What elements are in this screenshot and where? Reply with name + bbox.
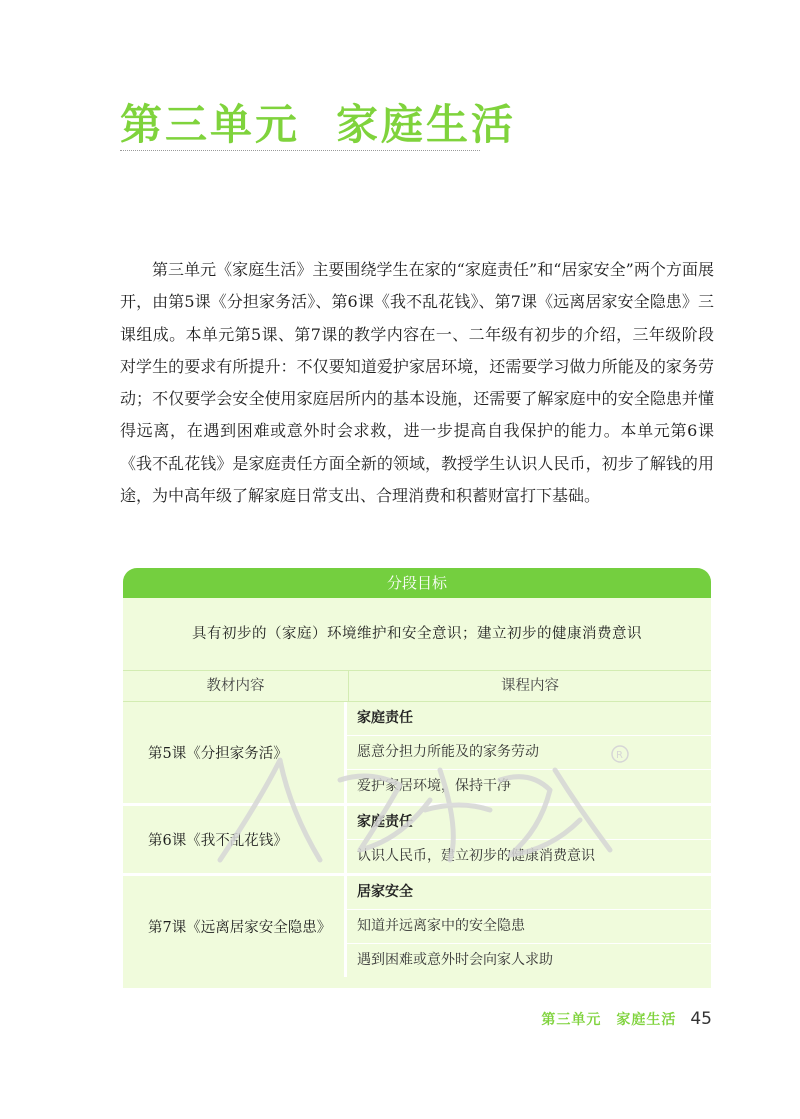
lesson-category: 家庭责任 xyxy=(347,806,711,840)
lesson-name: 第6课《我不乱花钱》 xyxy=(123,806,347,873)
lesson-row xyxy=(123,876,711,977)
lesson-item: 知道并远离家中的安全隐患 xyxy=(347,910,711,944)
page-footer xyxy=(541,1009,712,1029)
lesson-item: 遇到困难或意外时会向家人求助 xyxy=(357,952,553,968)
table-header-row xyxy=(123,671,711,702)
lesson-category: 居家安全 xyxy=(347,876,711,910)
column-header-textbook: 教材内容 xyxy=(123,671,349,701)
lesson-row xyxy=(123,806,711,876)
lesson-category: 家庭责任 xyxy=(347,702,711,736)
intro-paragraph: 第三单元《家庭生活》主要围绕学生在家的“家庭责任”和“居家安全”两个方面展开，由第5课《分担家务活》、第6课《我不乱花钱》、第7课《远离居家安全隐患》三课组成。本单元第5课、第7课的教学内容在一、二年级有初步的介绍，三年级阶段对学生的要求有所提升：不仅要知道爱护家居环境，还需要学习做力所能及的家务劳动；不仅要学会安全使用家庭居所内的基本设施，还需要了解家庭中的安全隐患并懂得远离，在遇到困难或意外时会求救，进一步提高自我保护的能力。本单元第6课《我不乱花钱》是家庭责任方面全新的领域，教授学生认识人民币，初步了解钱的用途，为中高年级了解家庭日常支出、合理消费和积蓄财富打下基础。 xyxy=(120,260,714,506)
lesson-item: 爱护家居环境，保持干净 xyxy=(357,778,511,794)
goal-text: 具有初步的（家庭）环境维护和安全意识；建立初步的健康消费意识 xyxy=(123,598,711,671)
footer-section-title: 第三单元 家庭生活 xyxy=(541,1012,677,1028)
lesson-row xyxy=(123,702,711,806)
lesson-item: 认识人民币，建立初步的健康消费意识 xyxy=(357,848,595,864)
unit-name: 家庭生活 xyxy=(336,100,517,149)
lesson-name: 第7课《远离居家安全隐患》 xyxy=(123,876,347,977)
title-divider xyxy=(120,150,480,151)
unit-title xyxy=(120,92,516,152)
page-number: 45 xyxy=(690,1009,712,1029)
column-header-course: 课程内容 xyxy=(501,678,559,694)
goal-card xyxy=(123,568,711,988)
svg-text:R: R xyxy=(616,750,623,761)
goal-header: 分段目标 xyxy=(123,568,711,598)
lesson-item: 愿意分担力所能及的家务劳动 xyxy=(347,736,711,770)
unit-number: 第三单元 xyxy=(120,100,301,149)
lesson-name: 第5课《分担家务活》 xyxy=(123,702,347,803)
